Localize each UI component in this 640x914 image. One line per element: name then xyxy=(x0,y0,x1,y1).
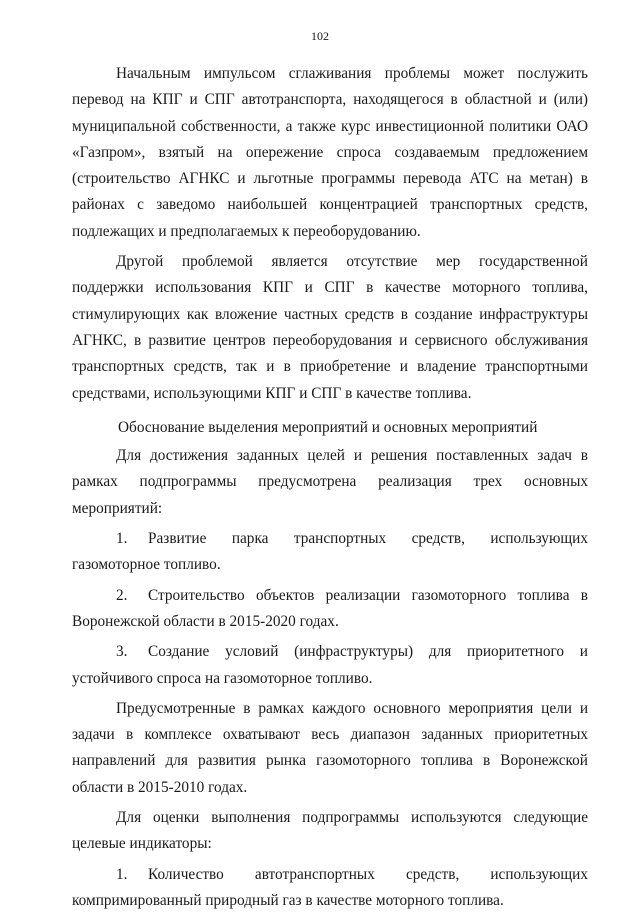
paragraph-indicators-intro: Для оценки выполнения подпрограммы используются следующие целевые индикаторы: xyxy=(72,809,588,853)
document-body xyxy=(72,61,588,914)
measure-text: Развитие парка транспортных средств, использующих газомоторное топливо. xyxy=(72,530,588,574)
measure-item-3 xyxy=(72,639,588,692)
indicator-number: 1. xyxy=(116,865,128,883)
measure-item-1 xyxy=(72,526,588,579)
indicator-text: Количество автотранспортных средств, использующих компримированный природный газ в качестве моторного топлива. xyxy=(72,865,588,909)
measure-item-2 xyxy=(72,583,588,636)
measure-number: 2. xyxy=(116,586,128,604)
measure-number: 3. xyxy=(116,643,128,661)
indicator-item-1 xyxy=(72,862,588,914)
paragraph-state-support: Другой проблемой является отсутствие мер государственной поддержки использования КПГ и СПГ в качестве моторного топлива, стимулирующих как вложение частных средств в создание инфраструктуры АГНКС, в развитие центров переоборудования и сервисного обслуживания транспортных средств, так и в приобретение и владение транспортными средствами, использующими КПГ и СПГ в качестве топлива. xyxy=(72,253,588,402)
measure-number: 1. xyxy=(116,530,128,548)
paragraph-cng-transition: Начальным импульсом сглаживания проблемы может послужить перевод на КПГ и СПГ автотранспорта, находящегося в областной и (или) муниципальной собственности, а также курс инвестиционной политики ОАО «Газпром», взятый на опережение спроса создаваемым предложением (строительство АГНКС и льготные программы перевода АТС на метан) в районах с заведомо наибольшей концентрацией транспортных средств, подлежащих и предполагаемых к переоборудованию. xyxy=(72,65,588,240)
section-heading: Обоснование выделения мероприятий и основных мероприятий xyxy=(118,418,538,436)
page-number: 102 xyxy=(311,29,329,43)
paragraph-summary: Предусмотренные в рамках каждого основного мероприятия цели и задачи в комплексе охватывают весь диапазон заданных приоритетных направлений для развития рынка газомоторного топлива в Воронежской области в 2015-2010 годах. xyxy=(72,699,588,796)
paragraph-measures-intro: Для достижения заданных целей и решения поставленных задач в рамках подпрограммы предусмотрена реализация трех основных мероприятий: xyxy=(72,447,588,517)
measure-text: Создание условий (инфраструктуры) для приоритетного и устойчивого спроса на газомоторное топливо. xyxy=(72,643,588,687)
measure-text: Строительство объектов реализации газомоторного топлива в Воронежской области в 2015-2020 годах. xyxy=(72,586,588,630)
